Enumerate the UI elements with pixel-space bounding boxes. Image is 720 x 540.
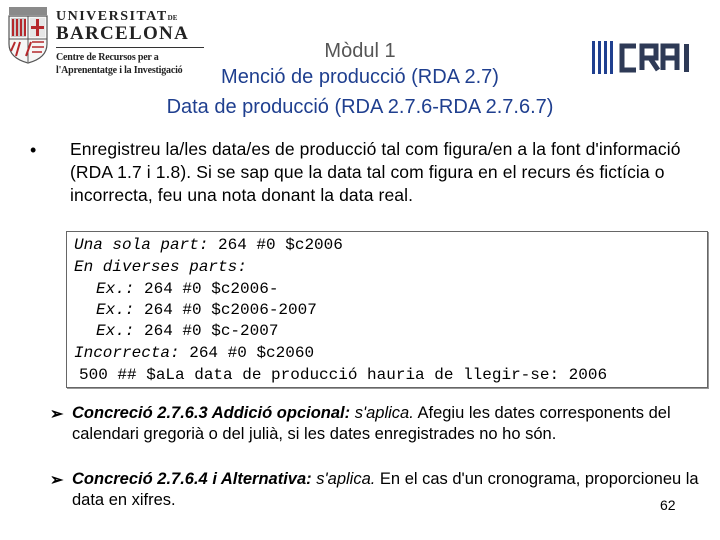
- marc-examples-box: [66, 231, 708, 388]
- module-title: Mòdul 1: [324, 40, 396, 62]
- bullet-paragraph: Enregistreu la/les data/es de producció tal com figura/en a la font d'informació (RDA 1.7 i 1.8). Si se sap que la data tal com figura en el recurs és fictícia o incorrecta, feu una nota donant la data real.: [70, 139, 681, 205]
- concretion-item: Concreció 2.7.6.3 Addició opcional: s'aplica. Afegiu les dates corresponents del calendari gregorià o del julià, si les dates enregistrades no ho són.: [72, 404, 671, 443]
- code-line: 500 ## $aLa data de producció hauria de llegir-se: 2006: [79, 366, 608, 384]
- crai-subtitle-line1: Centre de Recursos per a: [56, 52, 159, 63]
- crai-subtitle-line2: l'Aprenentatge i la Investigació: [56, 65, 183, 76]
- bullet-marker: •: [30, 140, 37, 160]
- page-title: Menció de producció (RDA 2.7): [221, 66, 499, 88]
- university-name-line2: BARCELONA: [56, 23, 190, 44]
- code-line: Ex.: 264 #0 $c2006-2007: [96, 301, 317, 319]
- code-line: Una sola part: 264 #0 $c2006: [74, 236, 343, 254]
- code-line: Ex.: 264 #0 $c2006-: [96, 280, 279, 298]
- page-number: 62: [660, 497, 676, 513]
- code-line: Ex.: 264 #0 $c-2007: [96, 322, 279, 340]
- arrow-bullet-icon: ➢: [50, 472, 64, 489]
- code-line: En diverses parts:: [74, 258, 247, 276]
- page-subtitle: Data de producció (RDA 2.7.6-RDA 2.7.6.7): [166, 96, 554, 118]
- arrow-bullet-icon: ➢: [50, 406, 64, 423]
- code-line: Incorrecta: 264 #0 $c2060: [74, 344, 315, 362]
- university-name-line1: UNIVERSITATDE: [56, 9, 178, 24]
- concretion-item: Concreció 2.7.6.4 i Alternativa: s'aplica. En el cas d'un cronograma, proporcioneu la data en xifres.: [72, 470, 699, 509]
